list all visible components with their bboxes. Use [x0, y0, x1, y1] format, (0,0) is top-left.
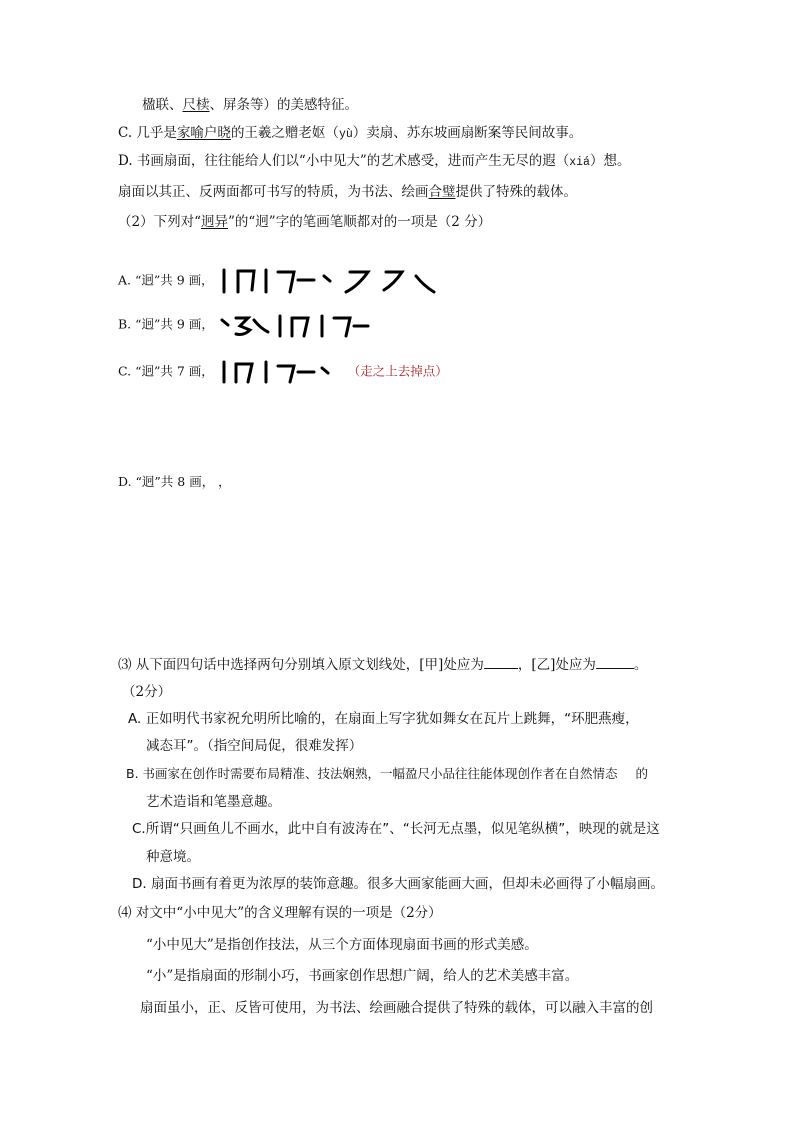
paragraph-line-1: 楹联、尺椟、屏条等）的美感特征。: [142, 97, 358, 113]
q3-option-c-line2: 种意境。: [146, 849, 200, 865]
q4-line-1: “小中见大”是指创作技法，从三个方面体现扇面书画的形式美感。: [146, 937, 538, 953]
q2-option-d: D. “迥”共 8 画， ，: [118, 474, 231, 489]
question-3-title: ⑶ 从下面四句话中选择两句分别填入原文划线处，[甲]处应为 ，[乙]处应为 。: [118, 657, 648, 673]
q3-option-b-line1: B. 书画家在创作时需要布局精准、技法娴熟，一幅盈尺小品往往能体现创作者在自然情态 的: [126, 766, 649, 781]
q4-line-2: “小”是指扇面的形制小巧，书画家创作思想广阔，给人的艺术美感丰富。: [146, 968, 579, 984]
paragraph-line-2: 扇面以其正、反两面都可书写的特质，为书法、绘画合璧提供了特殊的载体。: [118, 184, 577, 200]
q3-option-c-line1: C.所谓“只画鱼儿不画水，此中自有波涛在”、“长河无点墨，似见笔纵横”，映现的就是这: [132, 821, 660, 837]
pinyin-annotation: yù: [338, 128, 353, 141]
underlined-term: 家喻户晓: [176, 125, 231, 141]
q4-line-3: 扇面虽小，正、反皆可使用，为书法、绘画融合提供了特殊的载体，可以融入丰富的创: [140, 1000, 653, 1016]
question-2-title: （2）下列对“迥异”的“迥”字的笔画笔顺都对的一项是（2 分）: [118, 214, 492, 230]
pinyin-annotation: xiá: [569, 156, 590, 169]
option-c-line: C. 几乎是家喻户晓的王羲之赠老妪（yù）卖扇、苏东坡画扇断案等民间故事。: [118, 125, 583, 141]
underlined-term: 合璧: [428, 184, 456, 200]
q3-option-b-line2: 艺术造诣和笔墨意趣。: [146, 794, 281, 810]
option-d-line: D. 书画扇面，往往能给人们以“小中见大”的艺术感受，进而产生无尽的遐（xiá）想。: [118, 153, 631, 169]
option-c-note: （走之上去掉点）: [347, 363, 448, 379]
q2-option-c: C. “迥”共 7 画， （走之上去掉点）: [118, 358, 448, 386]
question-4-title: ⑷ 对文中“小中见大”的含义理解有误的一项是（2分）: [118, 905, 442, 921]
blank-jia[interactable]: [484, 656, 518, 669]
stroke-order-image-c: [218, 358, 348, 386]
q2-option-b: B. “迥”共 9 画，: [118, 312, 418, 338]
q3-option-a-line2: 减态耳”。（指空间局促，很难发挥）: [146, 738, 363, 754]
stroke-order-image-b: [218, 312, 418, 338]
q2-option-a: A. “迥”共 9 画，: [118, 266, 448, 296]
question-3-score: （2分）: [122, 684, 172, 700]
blank-yi[interactable]: [596, 656, 634, 669]
q3-option-d-line1: D. 扇面书画有着更为浓厚的装饰意趣。很多大画家能画大画，但却未必画得了小幅扇画。: [132, 876, 664, 892]
underlined-term: 尺椟: [182, 97, 210, 113]
stroke-order-image-a: [218, 266, 448, 296]
q3-option-a-line1: A. 正如明代书家祝允明所比喻的，在扇面上写字犹如舞女在瓦片上跳舞，“环肥燕瘦，: [128, 711, 639, 727]
highlighted-word: 迥异: [201, 214, 228, 230]
